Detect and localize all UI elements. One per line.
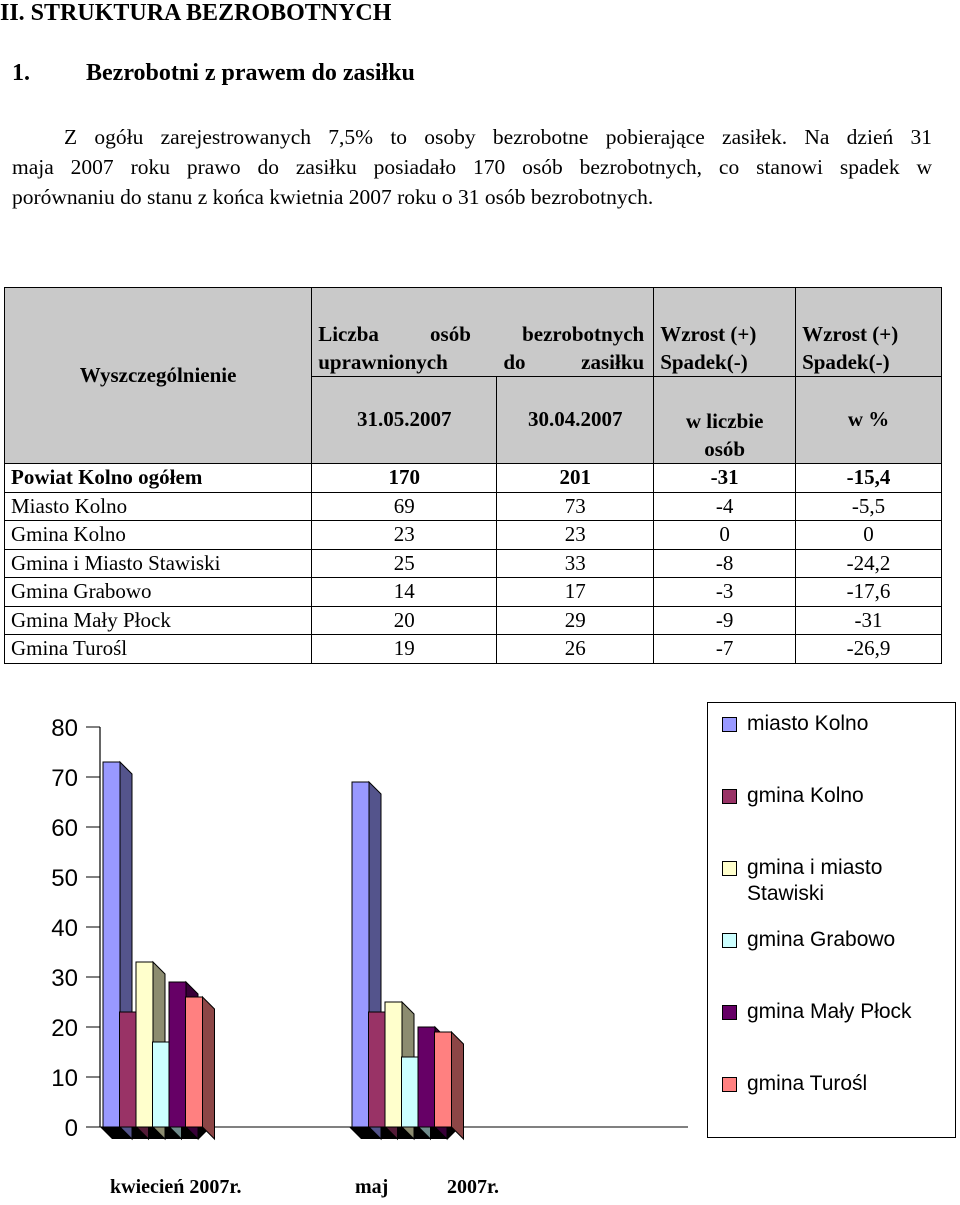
legend-swatch bbox=[722, 933, 737, 948]
bar bbox=[120, 1012, 137, 1127]
y-tick-label: 70 bbox=[51, 765, 78, 792]
unemployed-table bbox=[4, 287, 942, 664]
row-change-pct: -17,6 bbox=[796, 578, 942, 607]
row-value-0531: 19 bbox=[312, 635, 497, 664]
legend-label: miasto Kolno bbox=[747, 712, 869, 735]
row-value-0430: 23 bbox=[497, 521, 654, 550]
subheader-pct: w % bbox=[796, 377, 942, 464]
row-name: Miasto Kolno bbox=[5, 492, 312, 521]
row-value-0430: 201 bbox=[497, 464, 654, 493]
subsection-number: 1. bbox=[12, 60, 30, 86]
header-count bbox=[312, 288, 654, 377]
row-name: Powiat Kolno ogółem bbox=[5, 464, 312, 493]
legend-label: gmina Mały Płock bbox=[747, 1000, 912, 1023]
legend-label: gmina Kolno bbox=[747, 784, 864, 807]
table-row bbox=[5, 549, 942, 578]
row-name: Gmina Mały Płock bbox=[5, 606, 312, 635]
row-change-people: 0 bbox=[654, 521, 796, 550]
subheader-date2: 30.04.2007 bbox=[497, 377, 654, 464]
row-value-0531: 23 bbox=[312, 521, 497, 550]
table-row bbox=[5, 606, 942, 635]
paragraph-line: maja 2007 roku prawo do zasiłku posiadało 170 osób bezrobotnych, co stanowi spadek w bbox=[12, 155, 932, 179]
bar bbox=[385, 1002, 402, 1127]
subsection-title: Bezrobotni z prawem do zasiłku bbox=[86, 60, 415, 86]
row-change-pct: 0 bbox=[796, 521, 942, 550]
table-row bbox=[5, 521, 942, 550]
chart-legend bbox=[707, 702, 956, 1138]
row-name: Gmina Turośl bbox=[5, 635, 312, 664]
header-label: Wyszczególnienie bbox=[5, 288, 312, 464]
row-change-people: -7 bbox=[654, 635, 796, 664]
row-value-0531: 14 bbox=[312, 578, 497, 607]
y-tick-label: 50 bbox=[51, 865, 78, 892]
bar bbox=[186, 997, 203, 1127]
row-change-people: -3 bbox=[654, 578, 796, 607]
row-change-pct: -26,9 bbox=[796, 635, 942, 664]
legend-item bbox=[722, 1071, 867, 1097]
row-value-0531: 25 bbox=[312, 549, 497, 578]
row-value-0531: 170 bbox=[312, 464, 497, 493]
bar bbox=[103, 762, 120, 1127]
header-change-people bbox=[654, 288, 796, 377]
x-category-label: maj 2007r. bbox=[355, 1176, 500, 1198]
table-row bbox=[5, 578, 942, 607]
row-name: Gmina i Miasto Stawiski bbox=[5, 549, 312, 578]
legend-swatch bbox=[722, 1077, 737, 1092]
row-value-0430: 33 bbox=[497, 549, 654, 578]
legend-item bbox=[722, 999, 912, 1025]
intro-paragraph bbox=[12, 122, 932, 212]
row-change-people: -8 bbox=[654, 549, 796, 578]
header-change-pct-text: Wzrost (+) Spadek(-) bbox=[802, 322, 899, 374]
y-tick-label: 40 bbox=[51, 915, 78, 942]
legend-label: gmina Grabowo bbox=[747, 928, 896, 951]
legend-item bbox=[722, 711, 868, 737]
row-change-pct: -24,2 bbox=[796, 549, 942, 578]
bar bbox=[136, 962, 153, 1127]
subheader-date1: 31.05.2007 bbox=[312, 377, 497, 464]
bar bbox=[402, 1057, 419, 1127]
row-value-0531: 20 bbox=[312, 606, 497, 635]
table-row bbox=[5, 635, 942, 664]
table-row bbox=[5, 492, 942, 521]
header-change-people-text: Wzrost (+) Spadek(-) bbox=[660, 322, 757, 374]
bar bbox=[418, 1027, 435, 1127]
legend-swatch bbox=[722, 861, 737, 876]
row-change-pct: -5,5 bbox=[796, 492, 942, 521]
y-tick-label: 10 bbox=[51, 1065, 78, 1092]
bar-side bbox=[452, 1032, 464, 1139]
header-count-text: Liczba osób bezrobotnych uprawnionych do zasiłku bbox=[318, 322, 645, 374]
legend-label: gmina i miasto Stawiski bbox=[747, 856, 883, 905]
row-change-pct: -15,4 bbox=[796, 464, 942, 493]
row-value-0430: 29 bbox=[497, 606, 654, 635]
header-change-pct bbox=[796, 288, 942, 377]
y-tick-label: 20 bbox=[51, 1015, 78, 1042]
subheader-people bbox=[654, 377, 796, 464]
section-heading: II. STRUKTURA BEZROBOTNYCH bbox=[0, 0, 392, 26]
row-value-0531: 69 bbox=[312, 492, 497, 521]
row-value-0430: 73 bbox=[497, 492, 654, 521]
subheader-people-text: w liczbie osób bbox=[685, 409, 764, 461]
legend-item bbox=[722, 855, 937, 907]
legend-swatch bbox=[722, 717, 737, 732]
row-value-0430: 26 bbox=[497, 635, 654, 664]
row-change-people: -31 bbox=[654, 464, 796, 493]
y-tick-label: 60 bbox=[51, 815, 78, 842]
y-tick-label: 80 bbox=[51, 715, 78, 742]
table-row bbox=[5, 464, 942, 493]
bar bbox=[352, 782, 369, 1127]
legend-swatch bbox=[722, 789, 737, 804]
legend-swatch bbox=[722, 1005, 737, 1020]
y-tick-label: 30 bbox=[51, 965, 78, 992]
legend-item bbox=[722, 783, 864, 809]
paragraph-line: Z ogółu zarejestrowanych 7,5% to osoby bezrobotne pobierające zasiłek. Na dzień 31 bbox=[64, 125, 932, 149]
row-name: Gmina Kolno bbox=[5, 521, 312, 550]
row-name: Gmina Grabowo bbox=[5, 578, 312, 607]
row-change-people: -4 bbox=[654, 492, 796, 521]
paragraph-line: porównaniu do stanu z końca kwietnia 2007 roku o 31 osób bezrobotnych. bbox=[12, 185, 654, 209]
bar bbox=[435, 1032, 452, 1127]
row-change-pct: -31 bbox=[796, 606, 942, 635]
x-category-label: kwiecień 2007r. bbox=[110, 1176, 242, 1198]
bar bbox=[169, 982, 186, 1127]
legend-label: gmina Turośl bbox=[747, 1072, 868, 1095]
bar-side bbox=[203, 997, 215, 1139]
y-tick-label: 0 bbox=[64, 1115, 78, 1142]
row-value-0430: 17 bbox=[497, 578, 654, 607]
bar bbox=[369, 1012, 386, 1127]
legend-item bbox=[722, 927, 895, 953]
bar bbox=[153, 1042, 170, 1127]
row-change-people: -9 bbox=[654, 606, 796, 635]
